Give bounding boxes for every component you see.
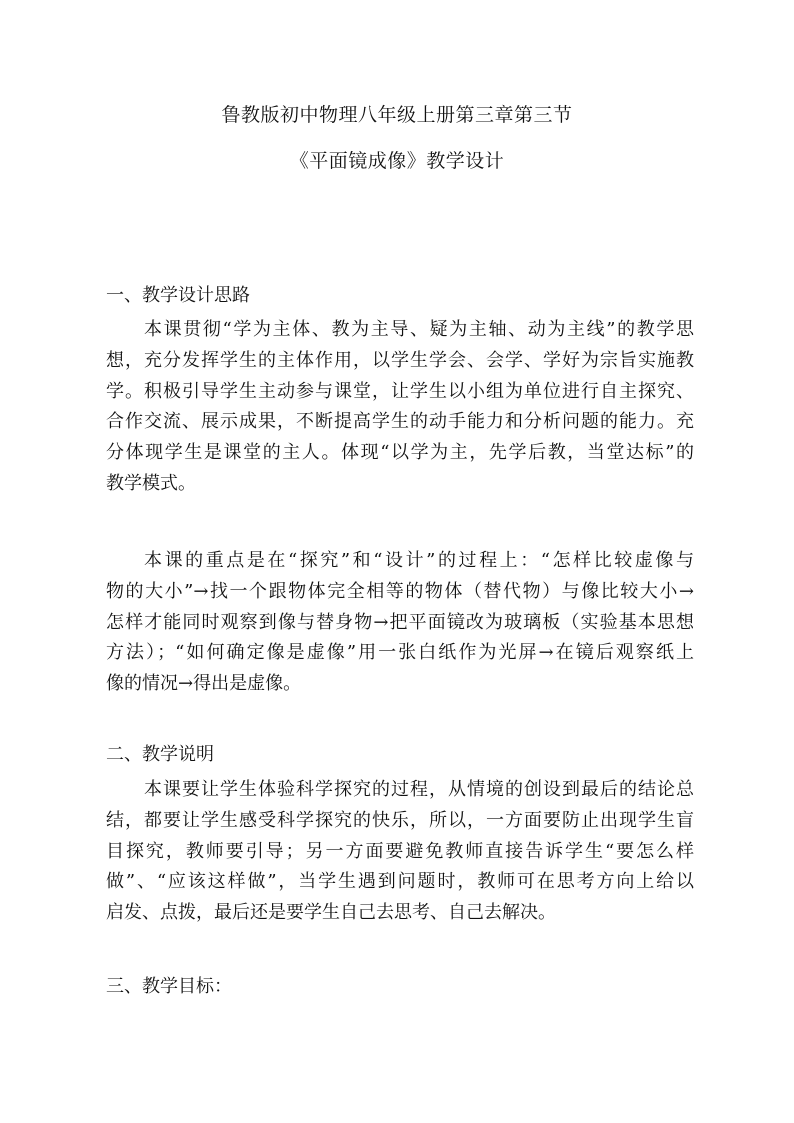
text-line: 启发、点拨，最后还是要学生自己去思考、自己去解决。 <box>106 902 556 924</box>
paragraph-design-idea-2 <box>106 546 694 700</box>
section-heading-teaching-notes: 二、教学说明 <box>106 744 214 765</box>
paragraph-teaching-notes <box>106 775 694 929</box>
document-title: 鲁教版初中物理八年级上册第三章第三节 <box>221 104 573 126</box>
section-heading-teaching-goals: 三、教学目标： <box>106 976 232 997</box>
paragraph-design-idea-1 <box>106 315 694 500</box>
text-line: 怎样才能同时观察到像与替身物→把平面镜改为玻璃板（实验基本思想 <box>106 611 694 633</box>
section-heading-design-idea: 一、教学设计思路 <box>106 285 250 306</box>
text-line: 做”、“应该这样做”，当学生遇到问题时，教师可在思考方向上给以 <box>106 871 694 893</box>
text-line: 结，都要让学生感受科学探究的快乐，所以，一方面要防止出现学生盲 <box>106 809 694 831</box>
text-line: 物的大小”→找一个跟物体完全相等的物体（替代物）与像比较大小→ <box>106 580 694 602</box>
text-line: 教学模式。 <box>106 472 196 494</box>
document-subtitle: 《平面镜成像》教学设计 <box>289 150 505 172</box>
text-line: 想，充分发挥学生的主体作用，以学生学会、会学、学好为宗旨实施教 <box>106 349 694 371</box>
text-line: 分体现学生是课堂的主人。体现“以学为主，先学后教，当堂达标”的 <box>106 442 694 464</box>
text-line: 合作交流、展示成果，不断提高学生的动手能力和分析问题的能力。充 <box>106 411 694 433</box>
text-line: 方法）；“如何确定像是虚像”用一张白纸作为光屏→在镜后观察纸上 <box>106 642 694 664</box>
text-line: 像的情况→得出是虚像。 <box>106 673 302 695</box>
text-line: 本课的重点是在“探究”和“设计”的过程上：“怎样比较虚像与 <box>144 550 694 571</box>
text-line: 目探究，教师要引导；另一方面要避免教师直接告诉学生“要怎么样 <box>106 840 694 862</box>
text-line: 学。积极引导学生主动参与课堂，让学生以小组为单位进行自主探究、 <box>106 380 694 402</box>
text-line: 本课贯彻“学为主体、教为主导、疑为主轴、动为主线”的教学思 <box>144 319 694 340</box>
text-line: 本课要让学生体验科学探究的过程，从情境的创设到最后的结论总 <box>144 779 694 800</box>
